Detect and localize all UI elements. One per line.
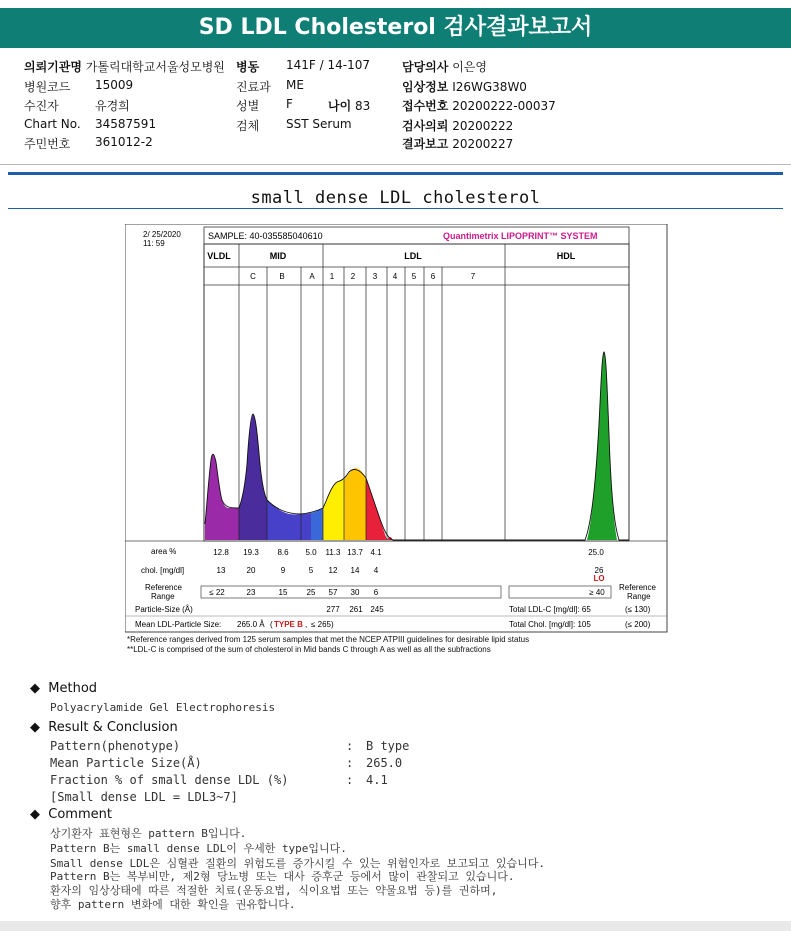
comment-line: 환자의 임상상태에 따른 적절한 치료(운동요법, 식이요법 또는 약물요법 등)를 권하며, <box>50 884 498 897</box>
area-value: 25.0 <box>588 548 604 557</box>
area-value: 5.0 <box>305 548 317 557</box>
band-label-5: 5 <box>411 272 417 281</box>
chol-value: 14 <box>350 566 360 575</box>
comment-line: Pattern B는 복부비만, 제2형 당뇨병 또는 대사 증후군 등에서 많이 관찰되고 있습니다. <box>50 870 515 883</box>
ref-row-label-1: Reference <box>145 583 182 592</box>
code-value: 15009 <box>95 78 134 92</box>
hospital-label: 의뢰기관명 <box>24 60 82 74</box>
ref-value: 57 <box>328 588 338 597</box>
clinical-label: 임상정보 <box>402 80 449 94</box>
receipt-field <box>402 97 556 114</box>
ref-row-label-2: Range <box>151 592 175 601</box>
comment-line: Small dense LDL은 심혈관 질환의 위험도를 증가시킬 수 있는 위험인자로 보고되고 있습니다. <box>50 857 545 870</box>
ref-value: 23 <box>246 588 256 597</box>
id-label: 주민번호 <box>24 137 71 151</box>
brand-name: Quantimetrix LIPOPRINT™ SYSTEM <box>443 231 598 241</box>
chol-row-label: chol. [mg/dl] <box>141 566 185 575</box>
method-heading <box>30 681 97 696</box>
result-row-colon: : <box>346 739 354 753</box>
particle-type: TYPE B <box>274 620 303 629</box>
chart-no-label: Chart No. <box>24 117 81 131</box>
area-value: 11.3 <box>325 548 341 557</box>
chol-value: 5 <box>308 566 314 575</box>
particle-type-cut: ≤ 265 <box>311 620 331 629</box>
band-label-4: 4 <box>392 272 398 281</box>
area-value: 13.7 <box>347 548 363 557</box>
ward-value: 141F / 14-107 <box>286 58 370 72</box>
band-label-7: 7 <box>470 272 476 281</box>
total-chol-ref: (≤ 200) <box>625 620 651 629</box>
total-chol: Total Chol. [mg/dl]: 105 <box>509 620 591 629</box>
diamond-icon: ◆ <box>30 807 40 822</box>
sample-id: SAMPLE: 40-035585040610 <box>208 231 323 241</box>
result-heading <box>30 720 178 735</box>
area-row-label: area % <box>151 547 177 556</box>
mean-particle-value: 265.0 Å <box>237 620 265 629</box>
result-heading-text: Result & Conclusion <box>48 720 178 735</box>
method-text: Polyacrylamide Gel Electrophoresis <box>50 701 276 714</box>
receipt-label: 접수번호 <box>402 99 449 113</box>
group-label-vldl: VLDL <box>207 251 231 261</box>
patient-value: 유경희 <box>95 99 130 113</box>
band-label-1: 1 <box>329 272 335 281</box>
ref-right-label-1: Reference <box>619 583 656 592</box>
hospital-field <box>24 58 225 75</box>
ward-label-wrap <box>236 58 259 75</box>
ref-right-label-2: Range <box>627 592 651 601</box>
comment-heading-text: Comment <box>48 807 112 822</box>
result-row-value: B type <box>366 739 410 753</box>
mid-a-peak <box>311 508 323 540</box>
particle-value: 261 <box>349 605 363 614</box>
result-row-label: Pattern(phenotype) <box>50 739 181 753</box>
ref-value: 6 <box>373 588 379 597</box>
band-label-a: A <box>309 272 315 281</box>
divider-blue <box>8 172 783 175</box>
lipoprint-figure <box>125 224 670 634</box>
report-date-value: 20200227 <box>452 137 514 151</box>
physician-label: 담당의사 <box>402 60 449 74</box>
comment-line: Pattern B는 small dense LDL이 우세한 type입니다. <box>50 842 347 855</box>
group-label-mid: MID <box>269 251 287 261</box>
ref-value: 25 <box>306 588 316 597</box>
request-value: 20200222 <box>452 119 514 133</box>
id-value: 361012-2 <box>95 135 153 149</box>
hospital-value: 가톨릭대학교서울성모병원 <box>85 60 225 74</box>
band-label-3: 3 <box>372 272 378 281</box>
group-label-hdl: HDL <box>556 251 576 261</box>
page-bottom-strip <box>0 921 791 931</box>
run-date: 2/ 25/2020 <box>143 230 181 239</box>
particle-row-label: Particle-Size (Å) <box>135 605 193 614</box>
ward-label: 병동 <box>236 60 260 74</box>
age-label: 나이 <box>328 99 352 113</box>
total-ldl-ref: (≤ 130) <box>625 605 651 614</box>
particle-value: 245 <box>370 605 384 614</box>
area-value: 8.6 <box>277 548 289 557</box>
age-value: 83 <box>355 99 371 113</box>
dept-value: ME <box>286 78 304 92</box>
hdl-low-flag: LO <box>593 574 605 583</box>
physician-value: 이은영 <box>452 60 487 74</box>
chart-no-value: 34587591 <box>95 117 157 131</box>
sex-label: 성별 <box>236 99 260 113</box>
particle-value: 277 <box>326 605 340 614</box>
ref-value: 15 <box>278 588 288 597</box>
chol-value: 9 <box>280 566 286 575</box>
run-time: 11: 59 <box>143 239 165 248</box>
request-label: 검사의뢰 <box>402 119 449 133</box>
code-label: 병원코드 <box>24 80 71 94</box>
result-note: [Small dense LDL = LDL3~7] <box>50 790 238 804</box>
age-field <box>328 97 370 114</box>
divider-blue-thin <box>8 208 783 209</box>
hdl-ref-value: ≥ 40 <box>589 588 605 597</box>
comment-line: 향후 pattern 변화에 대한 확인을 권유합니다. <box>50 898 296 911</box>
footnote-2: **LDL-C is comprised of the sum of cholesterol in Mid bands C through A as well as all the subfractions <box>127 645 491 654</box>
specimen-label: 검체 <box>236 119 260 133</box>
report-date-label: 결과보고 <box>402 137 449 151</box>
physician-field <box>402 58 487 75</box>
clinical-value: I26WG38W0 <box>452 80 527 94</box>
band-label-b: B <box>279 272 285 281</box>
mean-particle-paren-close: ) <box>331 620 334 629</box>
diamond-icon: ◆ <box>30 720 40 735</box>
chol-value: 12 <box>328 566 338 575</box>
method-heading-text: Method <box>48 681 98 696</box>
area-value: 19.3 <box>243 548 259 557</box>
ref-value: 30 <box>350 588 360 597</box>
result-row-value: 265.0 <box>366 756 403 770</box>
ldl2-peak <box>344 468 366 540</box>
report-date-field <box>402 135 513 152</box>
receipt-value: 20200222-00037 <box>452 99 556 113</box>
request-field <box>402 117 513 134</box>
result-row-colon: : <box>346 773 354 787</box>
area-value: 12.8 <box>213 548 229 557</box>
report-title: SD LDL Cholesterol 검사결과보고서 <box>0 8 791 48</box>
particle-values <box>326 605 384 614</box>
divider <box>0 164 791 165</box>
comment-line: 상기환자 표현형은 pattern B입니다. <box>50 827 247 840</box>
ref-value: ≤ 22 <box>209 588 225 597</box>
chol-value: 13 <box>216 566 226 575</box>
result-row-colon: : <box>346 756 354 770</box>
specimen-value: SST Serum <box>286 117 352 131</box>
clinical-field <box>402 78 527 95</box>
diamond-icon: ◆ <box>30 681 40 696</box>
particle-type-sep: , <box>305 620 308 629</box>
result-row-label: Fraction % of small dense LDL (%) <box>50 773 289 787</box>
mean-particle-paren: ( <box>270 620 273 629</box>
footnote-1: *Reference ranges derived from 125 serum samples that met the NCEP ATPIII guidelines for desirable lipid status <box>127 635 530 644</box>
band-label-2: 2 <box>350 272 356 281</box>
chol-value: 4 <box>373 566 379 575</box>
area-value: 4.1 <box>370 548 382 557</box>
patient-label: 수진자 <box>24 99 59 113</box>
band-label-6: 6 <box>430 272 436 281</box>
sex-value: F <box>286 97 293 111</box>
result-row-value: 4.1 <box>366 773 388 787</box>
chol-value: 26 <box>594 566 604 575</box>
mean-particle-label: Mean LDL-Particle Size: <box>135 620 222 629</box>
group-label-ldl: LDL <box>404 251 422 261</box>
chart-section-title: small dense LDL cholesterol <box>250 188 541 208</box>
total-ldl: Total LDL-C [mg/dl]: 65 <box>509 605 591 614</box>
band-label-c: C <box>250 272 256 281</box>
dept-label: 진료과 <box>236 80 271 94</box>
result-row-label: Mean Particle Size(Å) <box>50 756 202 770</box>
chol-value: 20 <box>246 566 256 575</box>
comment-heading <box>30 807 112 822</box>
